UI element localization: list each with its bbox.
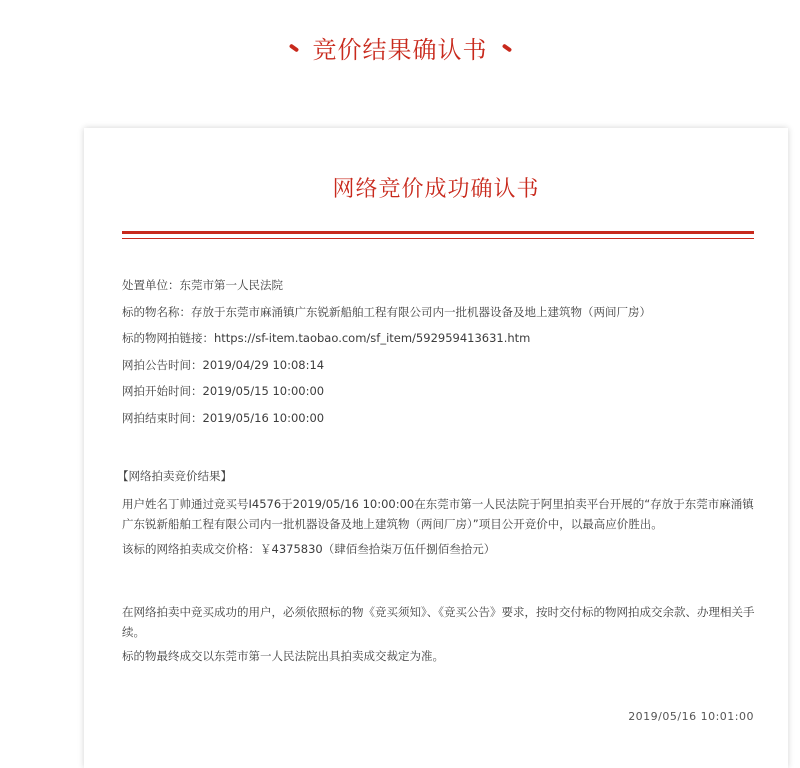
info-item-name (122, 304, 762, 331)
info-value: 2019/05/16 10:00:00 (202, 410, 325, 425)
info-label: 处置单位： (122, 278, 180, 292)
info-label: 网拍开始时间： (122, 384, 203, 398)
right-accent-mark (501, 43, 511, 52)
result-paragraph: 用户姓名丁帅通过竞买号I4576于2019/05/16 10:00:00在东莞市第一人民法院于阿里拍卖平台开展的“存放于东莞市麻涌镇广东锐新船舶工程有限公司内一批机器设备及地上建筑物（两间厂房）”项目公开竞价中，以最高应价胜出。 (122, 497, 754, 531)
confirmation-card (84, 128, 788, 768)
info-end-time (122, 410, 762, 437)
page-title: 竞价结果确认书 (312, 36, 488, 64)
info-label: 网拍结束时间： (122, 410, 203, 425)
divider-thick (122, 231, 754, 234)
date-stamp: 2019/05/16 10:01:00 (628, 710, 754, 723)
final-notice: 标的物最终成交以东莞市第一人民法院出具拍卖成交裁定为准。 (122, 649, 444, 663)
info-announcement-time (122, 357, 762, 384)
page-header (0, 30, 800, 65)
info-label: 标的物名称： (122, 304, 191, 319)
info-value: 存放于东莞市麻涌镇广东锐新船舶工程有限公司内一批机器设备及地上建筑物（两间厂房） (191, 304, 651, 319)
left-accent-mark (288, 43, 298, 52)
auction-link[interactable]: https://sf-item.taobao.com/sf_item/592959413631.htm (214, 331, 531, 345)
info-value: 2019/04/29 10:08:14 (202, 357, 325, 372)
info-label: 网拍公告时间： (122, 357, 203, 372)
auction-info-list (122, 277, 762, 436)
result-heading: 【网络拍卖竞价结果】 (117, 469, 232, 483)
info-label: 标的物网拍链接： (122, 331, 214, 345)
info-value: 东莞市第一人民法院 (179, 278, 283, 292)
divider-thin (122, 238, 754, 239)
info-start-time (122, 383, 762, 410)
card-title: 网络竞价成功确认书 (332, 177, 540, 202)
notice-paragraph: 在网络拍卖中竞买成功的用户，必须依照标的物《竞买须知》、《竞买公告》要求，按时交付标的物网拍成交余款、办理相关手续。 (122, 605, 755, 639)
info-value: 2019/05/15 10:00:00 (202, 384, 325, 398)
info-item-link (122, 330, 762, 357)
info-disposal-unit (122, 277, 762, 304)
price-line: 该标的网络拍卖成交价格：￥4375830（肆佰叁拾柒万伍仟捌佰叁拾元） (122, 542, 496, 556)
